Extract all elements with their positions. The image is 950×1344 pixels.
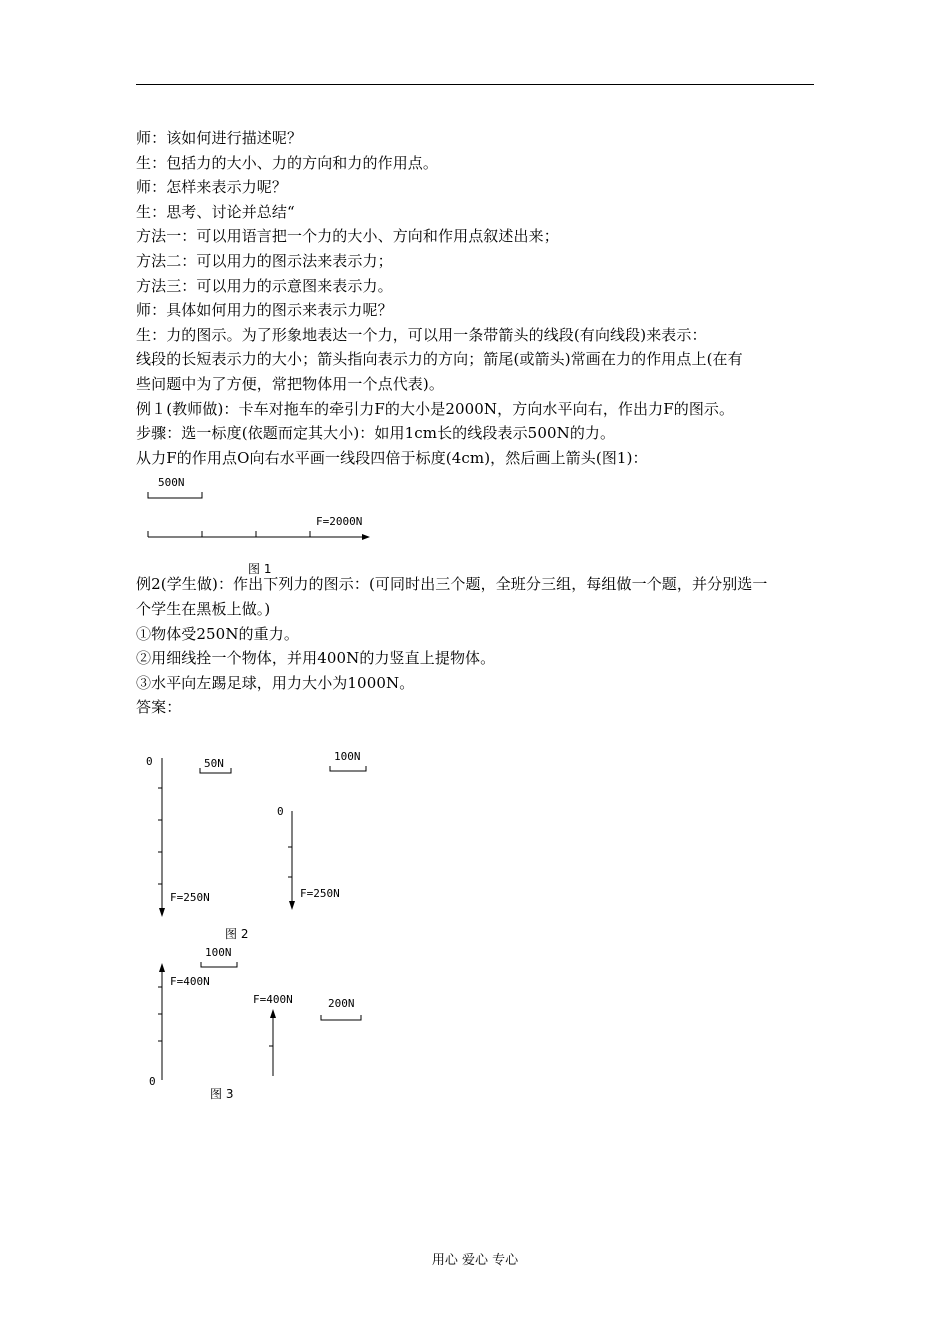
fig3-scale-bar-a bbox=[201, 962, 237, 967]
figure-3 bbox=[149, 946, 361, 1101]
text-line: 个学生在黑板上做。) bbox=[136, 599, 271, 618]
text-line: 生：力的图示。为了形象地表达一个力，可以用一条带箭头的线段(有向线段)来表示： bbox=[136, 325, 707, 344]
fig3-scale-label-b: 200N bbox=[328, 997, 355, 1010]
fig2-origin-a: 0 bbox=[146, 755, 153, 768]
text-line: 例１(教师做)：卡车对拖车的牵引力F的大小是2000N，方向水平向右，作出力F的图示。 bbox=[136, 399, 735, 418]
fig2-caption: 图 2 bbox=[225, 927, 249, 941]
text-line: ②用细线拴一个物体，并用400N的力竖直上提物体。 bbox=[136, 649, 496, 668]
text-line: 答案： bbox=[136, 698, 182, 717]
fig2-force-label-b: F=250N bbox=[300, 887, 340, 900]
fig1-scale-label: 500N bbox=[158, 476, 185, 489]
body-text bbox=[136, 126, 826, 720]
fig3-origin-a: 0 bbox=[149, 1075, 156, 1088]
header-rule bbox=[136, 84, 814, 85]
text-line: 方法一：可以用语言把一个力的大小、方向和作用点叙述出来； bbox=[136, 227, 559, 246]
fig2-scale-bar-a bbox=[200, 768, 231, 773]
fig1-force-label: F=2000N bbox=[316, 515, 363, 528]
fig2-arrow-head-a bbox=[159, 908, 165, 917]
text-line: 师：该如何进行描述呢？ bbox=[136, 129, 303, 147]
fig2-scale-bar-b bbox=[330, 766, 366, 771]
text-line: ③水平向左踢足球，用力大小为1000N。 bbox=[136, 673, 415, 692]
fig3-arrow-head-a bbox=[159, 963, 165, 972]
text-block-example-2 bbox=[136, 572, 826, 720]
figure-2 bbox=[146, 750, 366, 941]
text-line: 师：怎样来表示力呢？ bbox=[136, 178, 288, 197]
text-block-dialogue bbox=[136, 126, 826, 470]
text-line: 方法二：可以用力的图示法来表示力； bbox=[136, 251, 393, 270]
text-line: 些问题中为了方便，常把物体用一个点代表)。 bbox=[136, 374, 444, 393]
text-line: 从力F的作用点O向右水平画一线段四倍于标度(4cm)，然后画上箭头(图1)： bbox=[136, 448, 648, 467]
page-footer: 用心 爱心 专心 bbox=[431, 1253, 519, 1268]
fig2-scale-label-a: 50N bbox=[204, 757, 224, 770]
fig3-scale-bar-b bbox=[321, 1015, 361, 1020]
fig3-force-label-b: F=400N bbox=[253, 993, 293, 1006]
text-line: 方法三：可以用力的示意图来表示力。 bbox=[136, 276, 393, 295]
text-line: 师：具体如何用力的图示来表示力呢？ bbox=[136, 301, 393, 320]
fig3-force-label-a: F=400N bbox=[170, 975, 210, 988]
text-line: 生：思考、讨论并总结“ bbox=[136, 202, 295, 221]
text-line: 例2(学生做)：作出下列力的图示：(可同时出三个题，全班分三组，每组做一个题，并分别选一 bbox=[136, 575, 768, 594]
fig2-scale-label-b: 100N bbox=[334, 750, 361, 763]
fig3-caption: 图 3 bbox=[210, 1087, 234, 1101]
text-line: 线段的长短表示力的大小；箭头指向表示力的方向；箭尾(或箭头)常画在力的作用点上(在有 bbox=[136, 350, 743, 369]
figure-1-space bbox=[136, 470, 826, 572]
text-line: ①物体受250N的重力。 bbox=[136, 624, 299, 643]
text-line: 生：包括力的大小、力的方向和力的作用点。 bbox=[136, 153, 439, 172]
fig2-arrow-head-b bbox=[289, 901, 295, 910]
fig2-force-label-a: F=250N bbox=[170, 891, 210, 904]
fig2-origin-b: 0 bbox=[277, 805, 284, 818]
text-line: 步骤：选一标度(依题而定其大小)：如用1cm长的线段表示500N的力。 bbox=[136, 424, 616, 443]
fig3-arrow-head-b bbox=[270, 1009, 276, 1018]
fig3-scale-label-a: 100N bbox=[205, 946, 232, 959]
fig1-caption: 图 1 bbox=[248, 562, 272, 576]
